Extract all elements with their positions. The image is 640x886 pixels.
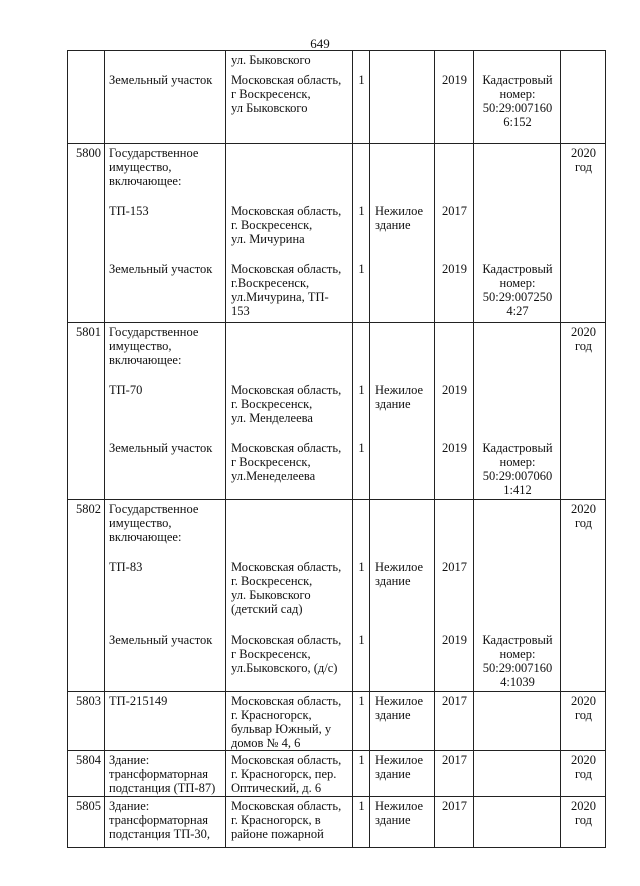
row-number: 5801	[76, 325, 101, 339]
object-quantity: 1	[358, 560, 365, 574]
object-year: 2019	[442, 73, 467, 87]
object-address	[226, 323, 352, 381]
object-year: 2017	[442, 799, 467, 813]
table-row	[68, 797, 606, 848]
table-row	[68, 51, 606, 144]
object-quantity	[353, 500, 369, 558]
object-note: Кадастровый номер: 50:29:007250 4:27	[482, 262, 553, 318]
registration-year-label: 2020 год	[571, 753, 596, 781]
object-name	[105, 51, 225, 71]
object-name-cell	[105, 751, 226, 797]
object-note	[474, 751, 560, 796]
row-number: 5803	[76, 694, 101, 708]
object-kind	[370, 144, 434, 202]
object-quantity-cell	[353, 51, 370, 144]
object-name-cell	[105, 500, 226, 692]
object-year-cell	[435, 144, 474, 323]
object-year	[435, 51, 473, 71]
object-quantity: 1	[358, 262, 365, 276]
object-kind	[370, 51, 434, 71]
object-note: Кадастровый номер: 50:29:007160 6:152	[482, 73, 553, 129]
object-address: Московская область, г. Воскресенск, ул. Быковского (детский сад)	[231, 560, 342, 616]
object-address: Московская область, г. Воскресенск, ул. Менделеева	[231, 383, 342, 425]
registration-year-label: 2020 год	[571, 146, 596, 174]
object-address-cell	[226, 692, 353, 751]
row-number-cell	[68, 51, 105, 144]
object-note	[474, 144, 560, 202]
table-row	[68, 751, 606, 797]
object-quantity: 1	[358, 753, 365, 767]
object-quantity-cell	[353, 500, 370, 692]
object-name: ТП-215149	[109, 694, 168, 708]
object-name: ТП-83	[109, 560, 143, 574]
object-address-cell	[226, 144, 353, 323]
object-address: Московская область, г Воскресенск, ул.Менеделеева	[231, 441, 342, 483]
object-kind-cell	[370, 144, 435, 323]
object-note-cell	[474, 692, 561, 751]
registration-year-label: 2020 год	[571, 694, 596, 722]
row-end-cell	[561, 323, 606, 500]
object-note	[474, 381, 560, 439]
row-number: 5800	[76, 146, 101, 160]
row-number: 5805	[76, 799, 101, 813]
object-quantity: 1	[358, 799, 365, 813]
object-year: 2017	[442, 694, 467, 708]
registration-year-label	[561, 51, 605, 53]
registration-year-label: 2020 год	[571, 502, 596, 530]
object-kind: Нежилое здание	[375, 383, 424, 411]
row-number-cell	[68, 144, 105, 323]
object-address: Московская область, г. Воскресенск, ул. Мичурина	[231, 204, 342, 246]
object-address-cell	[226, 323, 353, 500]
object-note	[474, 500, 560, 558]
object-kind: Нежилое здание	[375, 204, 424, 232]
object-name-cell	[105, 692, 226, 751]
object-name: ТП-153	[109, 204, 149, 218]
object-note: Кадастровый номер: 50:29:007060 1:412	[482, 441, 553, 497]
object-note-cell	[474, 144, 561, 323]
object-address: Московская область, г Воскресенск, ул Быковского	[231, 73, 342, 115]
table-row	[68, 500, 606, 692]
object-year: 2019	[442, 633, 467, 647]
object-address-cell	[226, 51, 353, 144]
object-note-cell	[474, 751, 561, 797]
object-kind	[370, 260, 434, 322]
object-quantity-cell	[353, 692, 370, 751]
row-number: 5804	[76, 753, 101, 767]
object-note: Кадастровый номер: 50:29:007160 4:1039	[482, 633, 553, 689]
object-year-cell	[435, 692, 474, 751]
object-quantity-cell	[353, 323, 370, 500]
row-number-cell	[68, 692, 105, 751]
object-kind-cell	[370, 323, 435, 500]
object-kind: Нежилое здание	[375, 799, 424, 827]
object-address	[226, 144, 352, 202]
object-year	[435, 323, 473, 381]
object-year: 2017	[442, 753, 467, 767]
object-year: 2019	[442, 262, 467, 276]
object-year-cell	[435, 797, 474, 848]
object-name: Здание: трансформаторная подстанция ТП-30,	[109, 799, 211, 841]
object-quantity-cell	[353, 797, 370, 848]
object-quantity: 1	[358, 383, 365, 397]
table-row	[68, 692, 606, 751]
row-number: 5802	[76, 502, 101, 516]
object-name: Здание: трансформаторная подстанция (ТП-87)	[109, 753, 216, 795]
object-year: 2017	[442, 204, 467, 218]
object-quantity: 1	[358, 204, 365, 218]
object-quantity: 1	[358, 694, 365, 708]
object-quantity	[353, 51, 369, 71]
object-year: 2017	[442, 560, 467, 574]
object-name-cell	[105, 323, 226, 500]
object-address: Московская область, г.Воскресенск, ул.Мичурина, ТП- 153	[231, 262, 342, 318]
object-name: Земельный участок	[109, 262, 213, 276]
object-quantity	[353, 144, 369, 202]
row-end-cell	[561, 500, 606, 692]
object-note	[474, 797, 560, 847]
object-kind-cell	[370, 692, 435, 751]
object-name: Земельный участок	[109, 633, 213, 647]
registration-year-label: 2020 год	[571, 325, 596, 353]
object-year-cell	[435, 51, 474, 144]
object-quantity-cell	[353, 751, 370, 797]
page-number: 649	[310, 36, 330, 51]
object-quantity	[353, 323, 369, 381]
registration-year-label: 2020 год	[571, 799, 596, 827]
object-address-cell	[226, 751, 353, 797]
object-note	[474, 51, 560, 71]
object-note-cell	[474, 500, 561, 692]
object-name: Государственное имущество, включающее:	[109, 502, 199, 544]
object-year	[435, 500, 473, 558]
object-name: Государственное имущество, включающее:	[109, 325, 199, 367]
row-number	[68, 51, 104, 53]
object-note-cell	[474, 51, 561, 144]
object-kind	[370, 631, 434, 691]
row-end-cell	[561, 51, 606, 144]
object-name: ТП-70	[109, 383, 143, 397]
table-row	[68, 323, 606, 500]
row-end-cell	[561, 751, 606, 797]
object-name: Земельный участок	[109, 73, 213, 87]
object-address: Московская область, г. Красногорск, бульвар Южный, у домов № 4, 6	[231, 694, 342, 750]
table-row	[68, 144, 606, 323]
object-kind: Нежилое здание	[375, 560, 424, 588]
object-note-cell	[474, 797, 561, 848]
object-address: Московская область, г Воскресенск, ул.Быковского, (д/с)	[231, 633, 342, 675]
row-end-cell	[561, 797, 606, 848]
row-number-cell	[68, 323, 105, 500]
row-end-cell	[561, 692, 606, 751]
object-year-cell	[435, 323, 474, 500]
object-quantity: 1	[358, 73, 365, 87]
row-number-cell	[68, 500, 105, 692]
object-name-cell	[105, 51, 226, 144]
object-kind: Нежилое здание	[375, 753, 424, 781]
object-year-cell	[435, 751, 474, 797]
object-year-cell	[435, 500, 474, 692]
object-address: Московская область, г. Красногорск, пер. Оптический, д. 6	[231, 753, 342, 795]
object-kind-cell	[370, 500, 435, 692]
object-year: 2019	[442, 383, 467, 397]
object-quantity: 1	[358, 633, 365, 647]
row-end-cell	[561, 144, 606, 323]
object-name: Государственное имущество, включающее:	[109, 146, 199, 188]
registry-table	[67, 50, 606, 848]
object-address: Московская область, г. Красногорск, в районе пожарной	[231, 799, 342, 841]
object-name: Земельный участок	[109, 441, 213, 455]
object-kind	[370, 439, 434, 499]
object-kind-cell	[370, 797, 435, 848]
object-address-cell	[226, 500, 353, 692]
object-note	[474, 323, 560, 381]
object-kind	[370, 323, 434, 381]
object-kind	[370, 500, 434, 558]
object-name-cell	[105, 144, 226, 323]
object-note-cell	[474, 323, 561, 500]
object-quantity-cell	[353, 144, 370, 323]
object-address: ул. Быковского	[231, 53, 311, 67]
object-note	[474, 558, 560, 631]
row-number-cell	[68, 751, 105, 797]
object-year	[435, 144, 473, 202]
object-quantity: 1	[358, 441, 365, 455]
object-note	[474, 692, 560, 750]
registry-table-body	[68, 51, 606, 848]
row-number-cell	[68, 797, 105, 848]
object-note	[474, 202, 560, 260]
object-address-cell	[226, 797, 353, 848]
object-name-cell	[105, 797, 226, 848]
object-address	[226, 500, 352, 558]
object-year: 2019	[442, 441, 467, 455]
object-kind-cell	[370, 51, 435, 144]
object-kind: Нежилое здание	[375, 694, 424, 722]
object-kind-cell	[370, 751, 435, 797]
object-kind	[370, 71, 434, 143]
